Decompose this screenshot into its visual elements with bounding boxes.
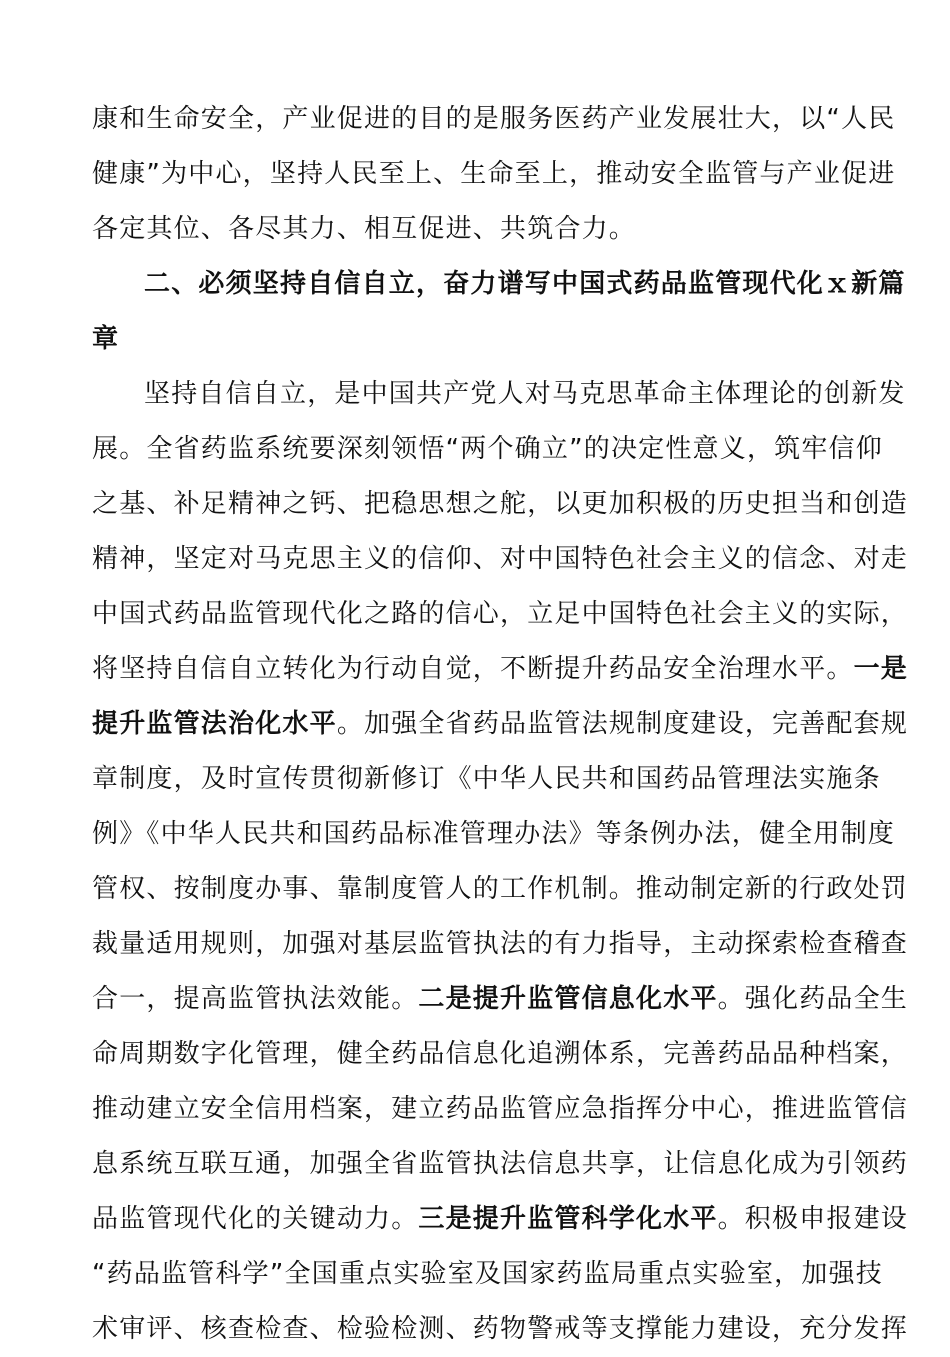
body-line (92, 642, 909, 697)
section-heading-cont: 章 (92, 324, 120, 354)
body-line: 康和生命安全，产业促进的目的是服务医药产业发展壮大，以“人民 (92, 104, 896, 134)
body-text: 合一，提高监管执法效能。 (92, 984, 419, 1014)
body-line: 各定其位、各尽其力、相互促进、共筑合力。 (92, 214, 637, 244)
body-line: 之基、补足精神之钙、把稳思想之舵，以更加积极的历史担当和创造 (92, 489, 909, 519)
body-line (92, 1192, 909, 1247)
body-line: 管权、按制度办事、靠制度管人的工作机制。推动制定新的行政处罚 (92, 874, 909, 904)
bold-lead: 提升监管法治化水平 (92, 709, 337, 739)
body-line: 坚持自信自立，是中国共产党人对马克思革命主体理论的创新发 (144, 379, 906, 409)
body-text: 。加强全省药品监管法规制度建设，完善配套规 (336, 709, 909, 739)
bold-lead: 一是 (853, 654, 909, 684)
body-line: 章制度，及时宣传贯彻新修订《中华人民共和国药品管理法实施条 (92, 764, 881, 794)
body-line: 息系统互联互通，加强全省监管执法信息共享，让信息化成为引领药 (92, 1149, 909, 1179)
body-line: 命周期数字化管理，健全药品信息化追溯体系，完善药品品种档案， (92, 1039, 909, 1069)
body-text: 将坚持自信自立转化为行动自觉，不断提升药品安全治理水平。 (92, 654, 854, 684)
section-heading: 二、必须坚持自信自立，奋力谱写中国式药品监管现代化ｘ新篇 (144, 269, 906, 299)
body-text: 。强化药品全生 (717, 984, 909, 1014)
body-line: 中国式药品监管现代化之路的信心，立足中国特色社会主义的实际， (92, 599, 909, 629)
body-line: 例》《中华人民共和国药品标准管理办法》等条例办法，健全用制度 (92, 819, 896, 849)
body-line: 展。全省药监系统要深刻领悟“两个确立”的决定性意义，筑牢信仰 (92, 434, 883, 464)
body-text: 品监管现代化的关键动力。 (92, 1204, 419, 1234)
body-line: 精神，坚定对马克思主义的信仰、对中国特色社会主义的信念、对走 (92, 544, 909, 574)
bold-lead: 三是提升监管科学化水平 (418, 1204, 718, 1234)
body-line: “药品监管科学”全国重点实验室及国家药监局重点实验室，加强技 (92, 1259, 883, 1289)
body-line (92, 697, 909, 752)
bold-lead: 二是提升监管信息化水平 (418, 984, 718, 1014)
body-line: 裁量适用规则，加强对基层监管执法的有力指导，主动探索检查稽查 (92, 929, 909, 959)
body-line: 推动建立安全信用档案，建立药品监管应急指挥分中心，推进监管信 (92, 1094, 909, 1124)
body-text: 。积极申报建设 (717, 1204, 909, 1234)
body-line (92, 972, 909, 1027)
body-line: 健康”为中心，坚持人民至上、生命至上，推动安全监管与产业促进 (92, 159, 896, 189)
body-line: 术审评、核查检查、检验检测、药物警戒等支撑能力建设，充分发挥 (92, 1314, 909, 1344)
